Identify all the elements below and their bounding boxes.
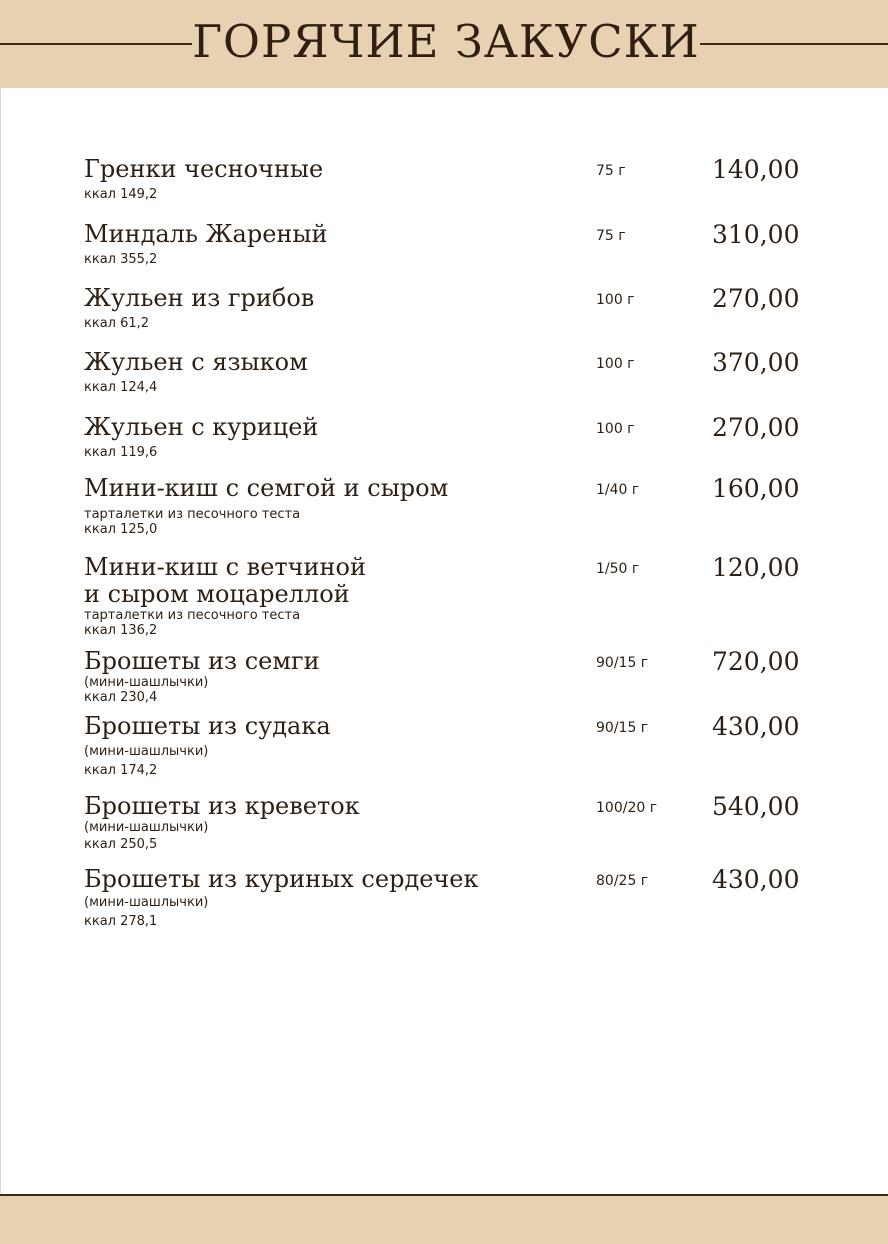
item-price: 430,00 — [712, 712, 800, 741]
page-title: ГОРЯЧИЕ ЗАКУСКИ — [192, 15, 700, 68]
item-price: 720,00 — [712, 647, 800, 676]
menu-item — [84, 156, 844, 202]
header-rule-left — [0, 43, 192, 45]
item-weight: 1/50 г — [596, 561, 640, 577]
item-kcal: ккал 355,2 — [84, 252, 158, 267]
item-weight: 100 г — [596, 292, 635, 308]
menu-item — [84, 648, 844, 705]
item-weight: 90/15 г — [596, 720, 649, 736]
item-kcal: ккал 250,5 — [84, 837, 158, 852]
menu-item — [84, 349, 844, 395]
item-price: 310,00 — [712, 220, 800, 249]
item-name: Гренки чесночные — [84, 155, 324, 183]
item-kcal: ккал 230,4 — [84, 690, 158, 705]
menu-item — [84, 221, 844, 267]
item-description: (мини-шашлычки) — [84, 820, 209, 835]
menu-item — [84, 285, 844, 331]
item-name-line2: и сыром моцареллой — [84, 580, 350, 608]
item-weight: 100 г — [596, 356, 635, 372]
item-price: 270,00 — [712, 284, 800, 313]
header-rule-right — [700, 43, 888, 45]
item-price: 140,00 — [712, 155, 800, 184]
item-kcal: ккал 124,4 — [84, 380, 158, 395]
menu-item — [84, 793, 844, 852]
menu-item — [84, 414, 844, 460]
item-kcal: ккал 61,2 — [84, 316, 150, 331]
header-band — [0, 0, 888, 88]
menu-item — [84, 475, 844, 537]
item-description: тарталетки из песочного теста — [84, 608, 301, 623]
item-description: (мини-шашлычки) — [84, 895, 209, 910]
item-weight: 90/15 г — [596, 655, 649, 671]
item-kcal: ккал 119,6 — [84, 445, 158, 460]
menu-item — [84, 713, 844, 778]
item-name: Жульен с языком — [84, 348, 308, 376]
page-edge — [0, 88, 1, 1194]
item-weight: 1/40 г — [596, 482, 640, 498]
item-price: 120,00 — [712, 553, 800, 582]
item-name: Мини-киш с ветчиной — [84, 553, 366, 581]
item-name: Брошеты из креветок — [84, 792, 360, 820]
item-kcal: ккал 174,2 — [84, 763, 158, 778]
item-weight: 100 г — [596, 421, 635, 437]
item-description: (мини-шашлычки) — [84, 675, 209, 690]
item-weight: 75 г — [596, 228, 626, 244]
item-name: Брошеты из семги — [84, 647, 320, 675]
item-price: 270,00 — [712, 413, 800, 442]
item-price: 430,00 — [712, 865, 800, 894]
item-kcal: ккал 278,1 — [84, 914, 158, 929]
footer-band — [0, 1194, 888, 1244]
item-name: Миндаль Жареный — [84, 220, 328, 248]
item-price: 370,00 — [712, 348, 800, 377]
item-kcal: ккал 149,2 — [84, 187, 158, 202]
item-price: 160,00 — [712, 474, 800, 503]
item-weight: 80/25 г — [596, 873, 649, 889]
menu-item — [84, 866, 844, 929]
item-name: Жульен из грибов — [84, 284, 315, 312]
menu-item — [84, 554, 844, 638]
item-name: Брошеты из судака — [84, 712, 331, 740]
item-description: тарталетки из песочного теста — [84, 507, 301, 522]
item-name: Мини-киш с семгой и сыром — [84, 474, 449, 502]
item-kcal: ккал 125,0 — [84, 522, 158, 537]
item-name: Жульен с курицей — [84, 413, 319, 441]
item-weight: 100/20 г — [596, 800, 658, 816]
item-price: 540,00 — [712, 792, 800, 821]
item-weight: 75 г — [596, 163, 626, 179]
item-name: Брошеты из куриных сердечек — [84, 865, 479, 893]
item-description: (мини-шашлычки) — [84, 744, 209, 759]
item-kcal: ккал 136,2 — [84, 623, 158, 638]
